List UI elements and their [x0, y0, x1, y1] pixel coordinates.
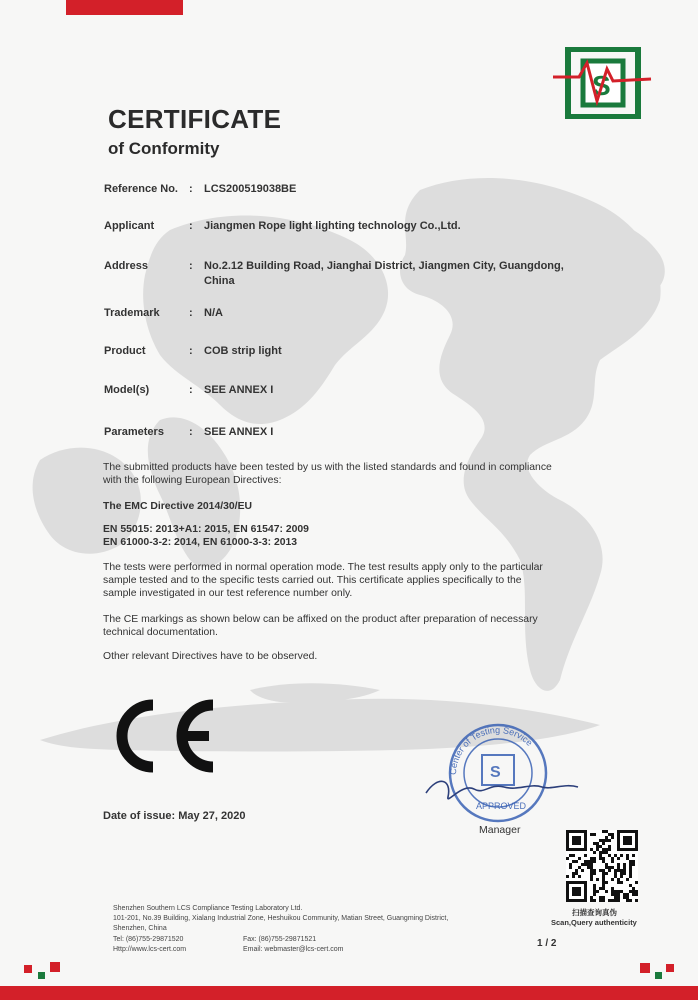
other-directives-note: Other relevant Directives have to be observed.: [103, 651, 318, 662]
approved-stamp: [418, 713, 588, 828]
tests-line-3: sample investigated in our test reference number only.: [103, 588, 353, 599]
product-colon: :: [189, 345, 193, 357]
date-of-issue-value: May 27, 2020: [178, 810, 246, 822]
corner-deco-red-right: [640, 963, 650, 973]
certificate-subtitle: of Conformity: [108, 139, 220, 158]
ce-note-line-1: The CE markings as shown below can be affixed on the product after preparation of necessary: [103, 614, 538, 625]
tests-paragraph: [103, 561, 623, 600]
footer-fax: Fax: (86)755-29871521: [243, 936, 317, 943]
lcs-logo: [551, 47, 654, 119]
statement-paragraph: [103, 461, 623, 487]
models-value: SEE ANNEX I: [204, 384, 274, 396]
standards-line-2: EN 61000-3-2: 2014, EN 61000-3-3: 2013: [103, 537, 298, 548]
corner-deco-green-left: [38, 972, 45, 979]
models-colon: :: [189, 384, 193, 396]
bottom-red-bar: [0, 986, 698, 1000]
address-colon: :: [189, 260, 193, 272]
trademark-value: N/A: [204, 307, 223, 319]
tests-line-1: The tests were performed in normal operation mode. The test results apply only to the particular: [103, 562, 543, 573]
corner-deco-green-right: [655, 972, 662, 979]
corner-deco-red-right-2: [666, 964, 674, 972]
certificate-title: CERTIFICATE: [108, 104, 282, 134]
applicant-colon: :: [189, 220, 193, 232]
standards-list: [103, 523, 623, 549]
trademark-label: Trademark: [104, 307, 160, 319]
reference-value: LCS200519038BE: [204, 183, 297, 195]
parameters-label: Parameters: [104, 426, 164, 438]
qr-code-icon[interactable]: [566, 830, 638, 902]
date-of-issue-label: Date of issue:: [103, 810, 176, 822]
ce-note-paragraph: [103, 613, 623, 639]
models-label: Model(s): [104, 384, 150, 396]
product-label: Product: [104, 345, 146, 357]
footer-email[interactable]: Email: webmaster@lcs-cert.com: [243, 946, 344, 953]
statement-line-1: The submitted products have been tested by us with the listed standards and found in compliance: [103, 462, 552, 473]
product-value: COB strip light: [204, 345, 282, 357]
svg-text:S: S: [490, 764, 501, 781]
qr-caption-en: Scan,Query authenticity: [551, 918, 637, 927]
address-label: Address: [104, 260, 149, 272]
footer-tel: Tel: (86)755-29871520: [113, 936, 184, 943]
corner-deco-red-left-2: [50, 962, 60, 972]
statement-line-2: with the following European Directives:: [103, 475, 282, 486]
tests-line-2: sample tested and to the specific tests carried out. This certificate applies specifically to the: [103, 575, 522, 586]
corner-deco-red-left: [24, 965, 32, 973]
stamp-approved: APPROVED: [476, 801, 527, 811]
address-value-line1: No.2.12 Building Road, Jianghai District, Jiangmen City, Guangdong,: [204, 260, 564, 272]
directive-title: The EMC Directive 2014/30/EU: [103, 501, 253, 512]
reference-label: Reference No.: [104, 183, 178, 195]
manager-label: Manager: [479, 824, 521, 836]
applicant-label: Applicant: [104, 220, 155, 232]
footer-address-line2: Shenzhen, China: [113, 925, 167, 932]
footer-lab-name: Shenzhen Southern LCS Compliance Testing Laboratory Ltd.: [113, 905, 303, 912]
parameters-colon: :: [189, 426, 193, 438]
footer-web[interactable]: Http://www.lcs-cert.com: [113, 946, 187, 953]
applicant-value: Jiangmen Rope light lighting technology Co.,Ltd.: [204, 220, 461, 232]
page-number: 1 / 2: [537, 938, 557, 949]
standards-line-1: EN 55015: 2013+A1: 2015, EN 61547: 2009: [103, 524, 309, 535]
qr-caption-cn: 扫描查询真伪: [572, 908, 617, 917]
svg-text:S: S: [592, 70, 611, 101]
footer-address-line1: 101-201, No.39 Building, Xialang Industrial Zone, Heshuikou Community, Matian Street, Guangming District,: [113, 915, 449, 922]
stamp-arc-text: Center of Testing Service: [447, 724, 535, 776]
trademark-colon: :: [189, 307, 193, 319]
address-value-line2: China: [204, 275, 235, 287]
signature: [426, 781, 578, 798]
parameters-value: SEE ANNEX I: [204, 426, 274, 438]
ce-mark-icon: [103, 697, 221, 775]
reference-colon: :: [189, 183, 193, 195]
ce-note-line-2: technical documentation.: [103, 627, 218, 638]
date-of-issue: [103, 810, 245, 822]
